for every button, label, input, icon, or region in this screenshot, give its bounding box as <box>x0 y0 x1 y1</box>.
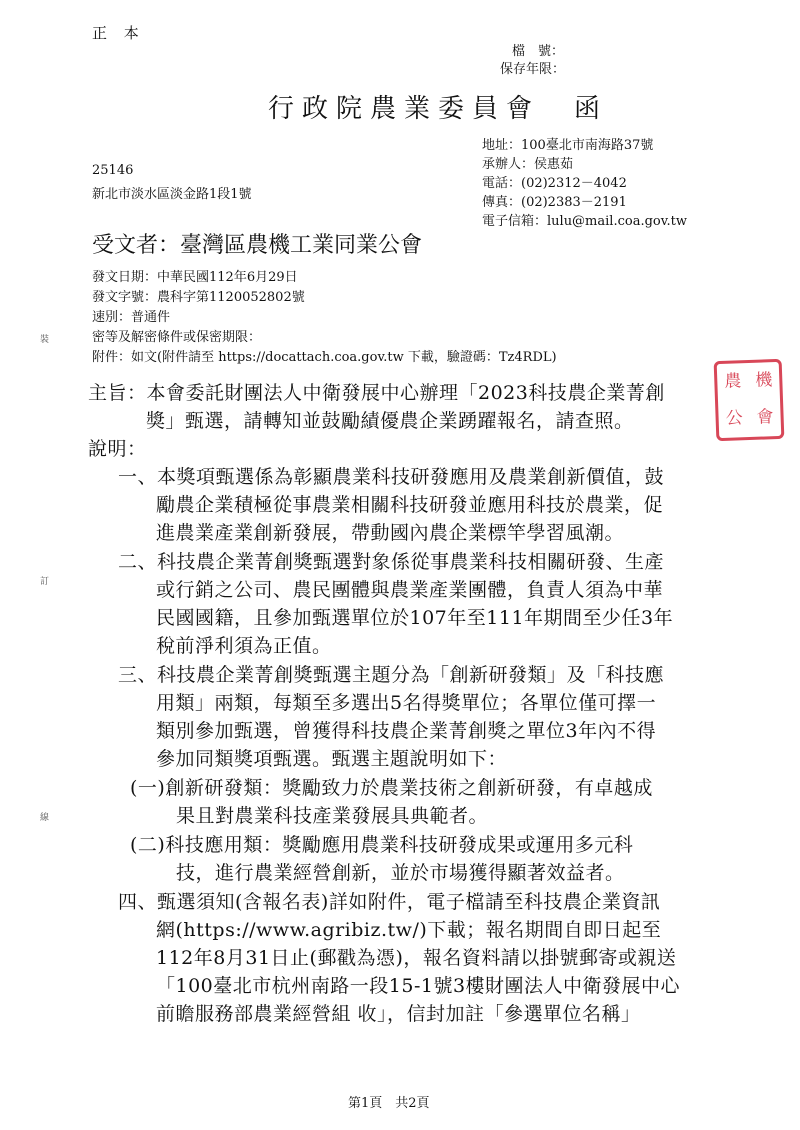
item-4-line-3: 112年8月31日止(郵戳為憑)，報名資料請以掛號郵寄或親送 <box>156 947 677 969</box>
item-2-line-3: 民國國籍，且參加甄選單位於107年至111年期間至少任3年 <box>156 607 674 629</box>
page-number: 第1頁 共2頁 <box>348 1096 430 1111</box>
binding-mark-top: 裝 <box>40 335 50 345</box>
sender-contact: 承辦人：侯惠茹 <box>482 157 574 172</box>
official-seal-stamp <box>714 359 785 441</box>
recipient-name: 受文者：臺灣區農機工業同業公會 <box>92 233 423 258</box>
item-2-line-2: 或行銷之公司、農民團體與農業產業團體，負責人須為中華 <box>156 579 664 601</box>
sender-address: 地址：100臺北市南海路37號 <box>482 138 654 153</box>
copy-label: 正 本 <box>92 24 145 42</box>
subject-line-2: 獎」甄選，請轉知並鼓勵績優農企業踴躍報名，請查照。 <box>146 410 634 432</box>
stamp-char: 公 <box>725 408 743 429</box>
binding-mark-bottom: 線 <box>40 813 50 823</box>
item-4-line-1: 四、甄選須知(含報名表)詳如附件，電子檔請至科技農企業資訊 <box>118 891 661 913</box>
issue-date: 發文日期：中華民國112年6月29日 <box>92 270 298 285</box>
retention-label: 保存年限： <box>500 62 566 77</box>
subject-line-1: 主旨：本會委託財團法人中衛發展中心辦理「2023科技農企業菁創 <box>88 382 665 404</box>
file-number-label: 檔 號： <box>512 44 565 59</box>
stamp-char: 會 <box>756 407 774 428</box>
item-3-line-1: 三、科技農企業菁創獎甄選主題分為「創新研發類」及「科技應 <box>118 664 665 686</box>
sub-item-1-line-1: (一)創新研發類：獎勵致力於農業技術之創新研發，有卓越成 <box>130 777 653 799</box>
delivery-speed: 速別：普通件 <box>92 310 171 325</box>
item-4-line-4: 「100臺北市杭州南路一段15-1號3樓財團法人中衛發展中心 <box>156 975 681 997</box>
item-4-line-2: 網(https://www.agribiz.tw/)下載；報名期間自即日起至 <box>156 919 662 941</box>
item-2-line-4: 稅前淨利須為正值。 <box>156 635 332 657</box>
stamp-char: 機 <box>754 370 773 391</box>
sub-item-1-line-2: 果且對農業科技產業發展具典範者。 <box>176 805 489 827</box>
attachment-note: 附件：如文(附件請至 https://docattach.coa.gov.tw 下載，驗證碼：Tz4RDL) <box>92 350 557 365</box>
item-1-line-2: 勵農企業積極從事農業相關科技研發並應用科技於農業，促 <box>156 494 664 516</box>
recipient-postcode: 25146 <box>92 163 134 178</box>
secrecy-level: 密等及解密條件或保密期限： <box>92 330 262 345</box>
sender-phone: 電話：(02)2312－4042 <box>482 176 627 191</box>
item-1-line-3: 進農業產業創新發展，帶動國內農企業標竿學習風潮。 <box>156 522 625 544</box>
item-3-line-2: 用類」兩類，每類至多選出5名得獎單位；各單位僅可擇一 <box>156 692 657 714</box>
sender-fax: 傳真：(02)2383－2191 <box>482 195 627 210</box>
item-1-line-1: 一、本獎項甄選係為彰顯農業科技研發應用及農業創新價值，鼓 <box>118 466 665 488</box>
item-4-line-5: 前瞻服務部農業經營組 收」，信封加註「參選單位名稱」 <box>156 1003 641 1025</box>
item-2-line-1: 二、科技農企業菁創獎甄選對象係從事農業科技相關研發、生產 <box>118 551 665 573</box>
document-number: 發文字號：農科字第1120052802號 <box>92 290 305 305</box>
sender-email: 電子信箱：lulu@mail.coa.gov.tw <box>482 214 688 229</box>
document-title: 行政院農業委員會 函 <box>268 94 609 124</box>
item-3-line-3: 類別參加甄選，曾獲得科技農企業菁創獎之單位3年內不得 <box>156 720 657 742</box>
explain-label: 說明： <box>88 438 147 460</box>
sub-item-2-line-2: 技，進行農業經營創新，並於市場獲得顯著效益者。 <box>176 862 625 884</box>
stamp-char: 農 <box>724 371 742 392</box>
sub-item-2-line-1: (二)科技應用類：獎勵應用農業科技研發成果或運用多元科 <box>130 834 634 856</box>
recipient-address: 新北市淡水區淡金路1段1號 <box>92 187 252 202</box>
item-3-line-4: 參加同類獎項甄選。甄選主題說明如下： <box>156 748 508 770</box>
binding-mark-middle: 訂 <box>40 577 50 587</box>
